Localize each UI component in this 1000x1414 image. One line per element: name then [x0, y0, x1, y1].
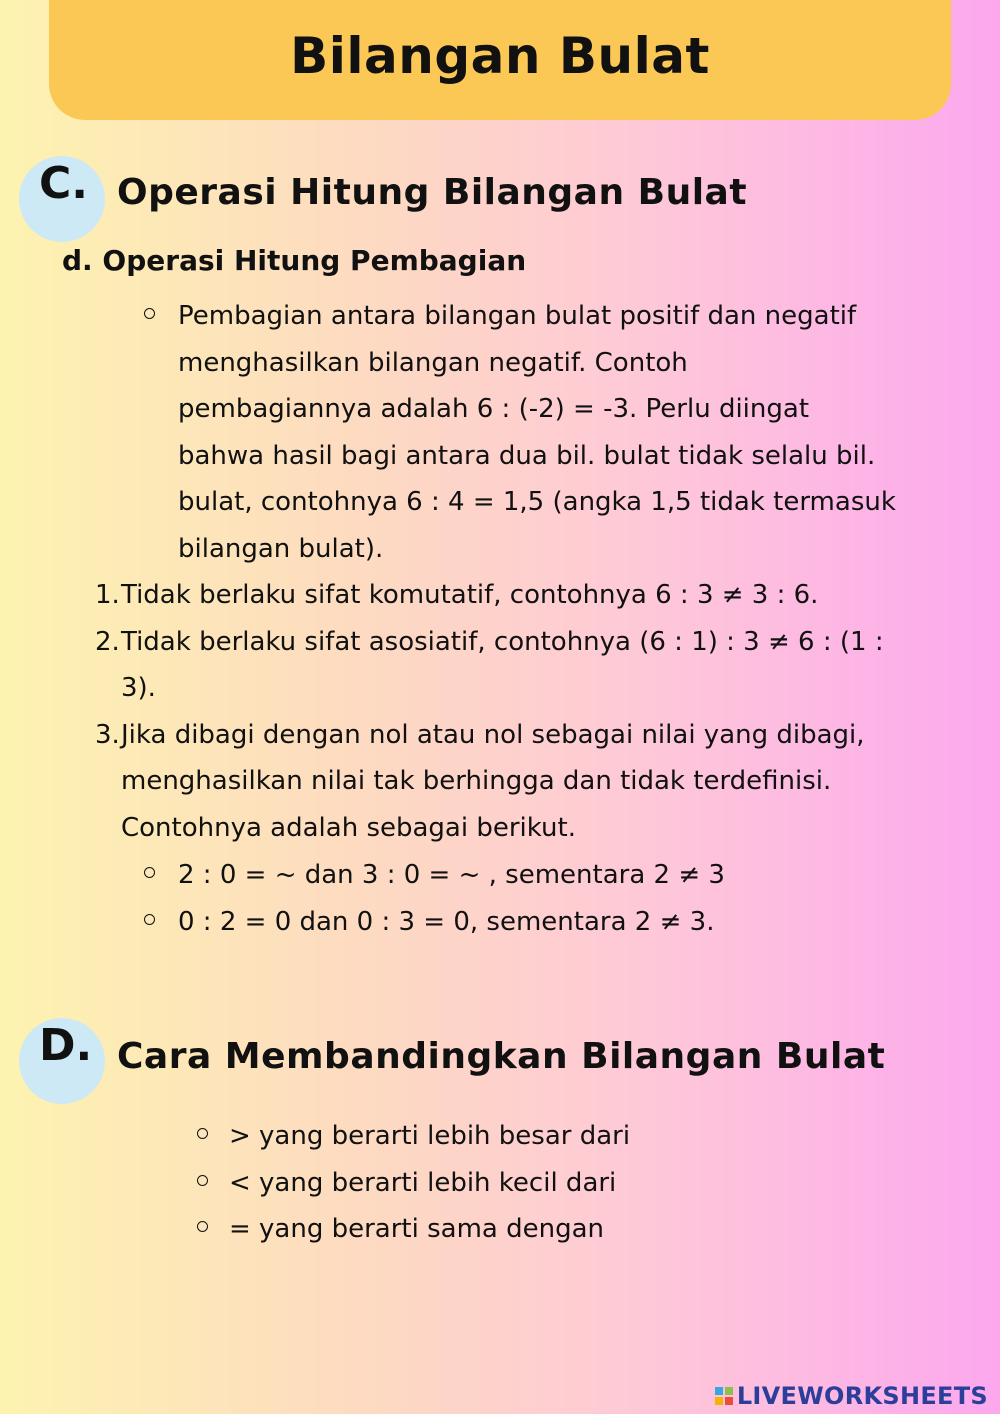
section-c-subtitle: d. Operasi Hitung Pembagian	[62, 244, 527, 277]
comparison-text: < yang berarti lebih kecil dari	[229, 1167, 617, 1198]
section-c-badge	[19, 156, 105, 242]
section-d-badge	[19, 1018, 105, 1104]
section-d-title: Cara Membandingkan Bilangan Bulat	[117, 1036, 886, 1077]
examples-list	[178, 852, 958, 945]
list-item	[95, 572, 955, 619]
list-item-text: menghasilkan nilai tak berhingga dan tidak terdefinisi.	[121, 766, 832, 796]
comparison-text: > yang berarti lebih besar dari	[229, 1121, 631, 1151]
example-text: 0 : 2 = 0 dan 0 : 3 = 0, sementara 2 ≠ 3.	[178, 906, 715, 937]
section-d-letter: D.	[39, 1020, 93, 1071]
list-number: 3.	[95, 719, 120, 750]
intro-line: bilangan bulat).	[178, 533, 384, 564]
intro-line: menghasilkan bilangan negatif. Contoh	[178, 347, 688, 378]
bullet-circle-icon	[197, 1175, 208, 1186]
bullet-circle-icon	[144, 308, 155, 319]
bullet-circle-icon	[144, 914, 155, 925]
comparison-list	[229, 1113, 929, 1253]
list-item-text: 3).	[121, 673, 156, 703]
comparison-text: = yang berarti sama dengan	[229, 1214, 605, 1244]
page-title: Bilangan Bulat	[290, 27, 710, 85]
bullet-circle-icon	[197, 1128, 208, 1139]
bullet-circle-icon	[144, 867, 155, 878]
title-banner	[49, 0, 951, 120]
intro-line: pembagiannya adalah 6 : (-2) = -3. Perlu diingat	[178, 394, 810, 424]
liveworksheets-logo-icon	[715, 1387, 733, 1405]
comparison-item	[229, 1160, 929, 1207]
intro-bullet-list	[178, 293, 958, 572]
list-item	[95, 712, 955, 852]
section-c-title: Operasi Hitung Bilangan Bulat	[117, 172, 748, 213]
section-c-letter: C.	[39, 158, 89, 209]
intro-line: bulat, contohnya 6 : 4 = 1,5 (angka 1,5 tidak termasuk	[178, 487, 896, 517]
properties-list	[95, 572, 955, 851]
list-item-text: Jika dibagi dengan nol atau nol sebagai nilai yang dibagi,	[121, 719, 865, 750]
bullet-circle-icon	[197, 1221, 208, 1232]
list-item-text: Tidak berlaku sifat asosiatif, contohnya (6 : 1) : 3 ≠ 6 : (1 :	[121, 626, 884, 657]
comparison-item	[229, 1113, 929, 1160]
liveworksheets-watermark	[715, 1382, 988, 1410]
list-item	[95, 619, 955, 712]
list-item-text: Contohnya adalah sebagai berikut.	[121, 812, 576, 843]
list-number: 1.	[95, 580, 120, 610]
intro-line: Pembagian antara bilangan bulat positif dan negatif	[178, 301, 857, 331]
intro-bullet	[178, 293, 958, 572]
comparison-item	[229, 1206, 929, 1253]
example-item	[178, 899, 958, 946]
example-text: 2 : 0 = ~ dan 3 : 0 = ~ , sementara 2 ≠ 3	[178, 860, 725, 890]
example-item	[178, 852, 958, 899]
intro-line: bahwa hasil bagi antara dua bil. bulat tidak selalu bil.	[178, 440, 876, 471]
list-number: 2.	[95, 626, 120, 657]
list-item-text: Tidak berlaku sifat komutatif, contohnya 6 : 3 ≠ 3 : 6.	[121, 580, 819, 610]
liveworksheets-brand: LIVEWORKSHEETS	[736, 1382, 988, 1410]
